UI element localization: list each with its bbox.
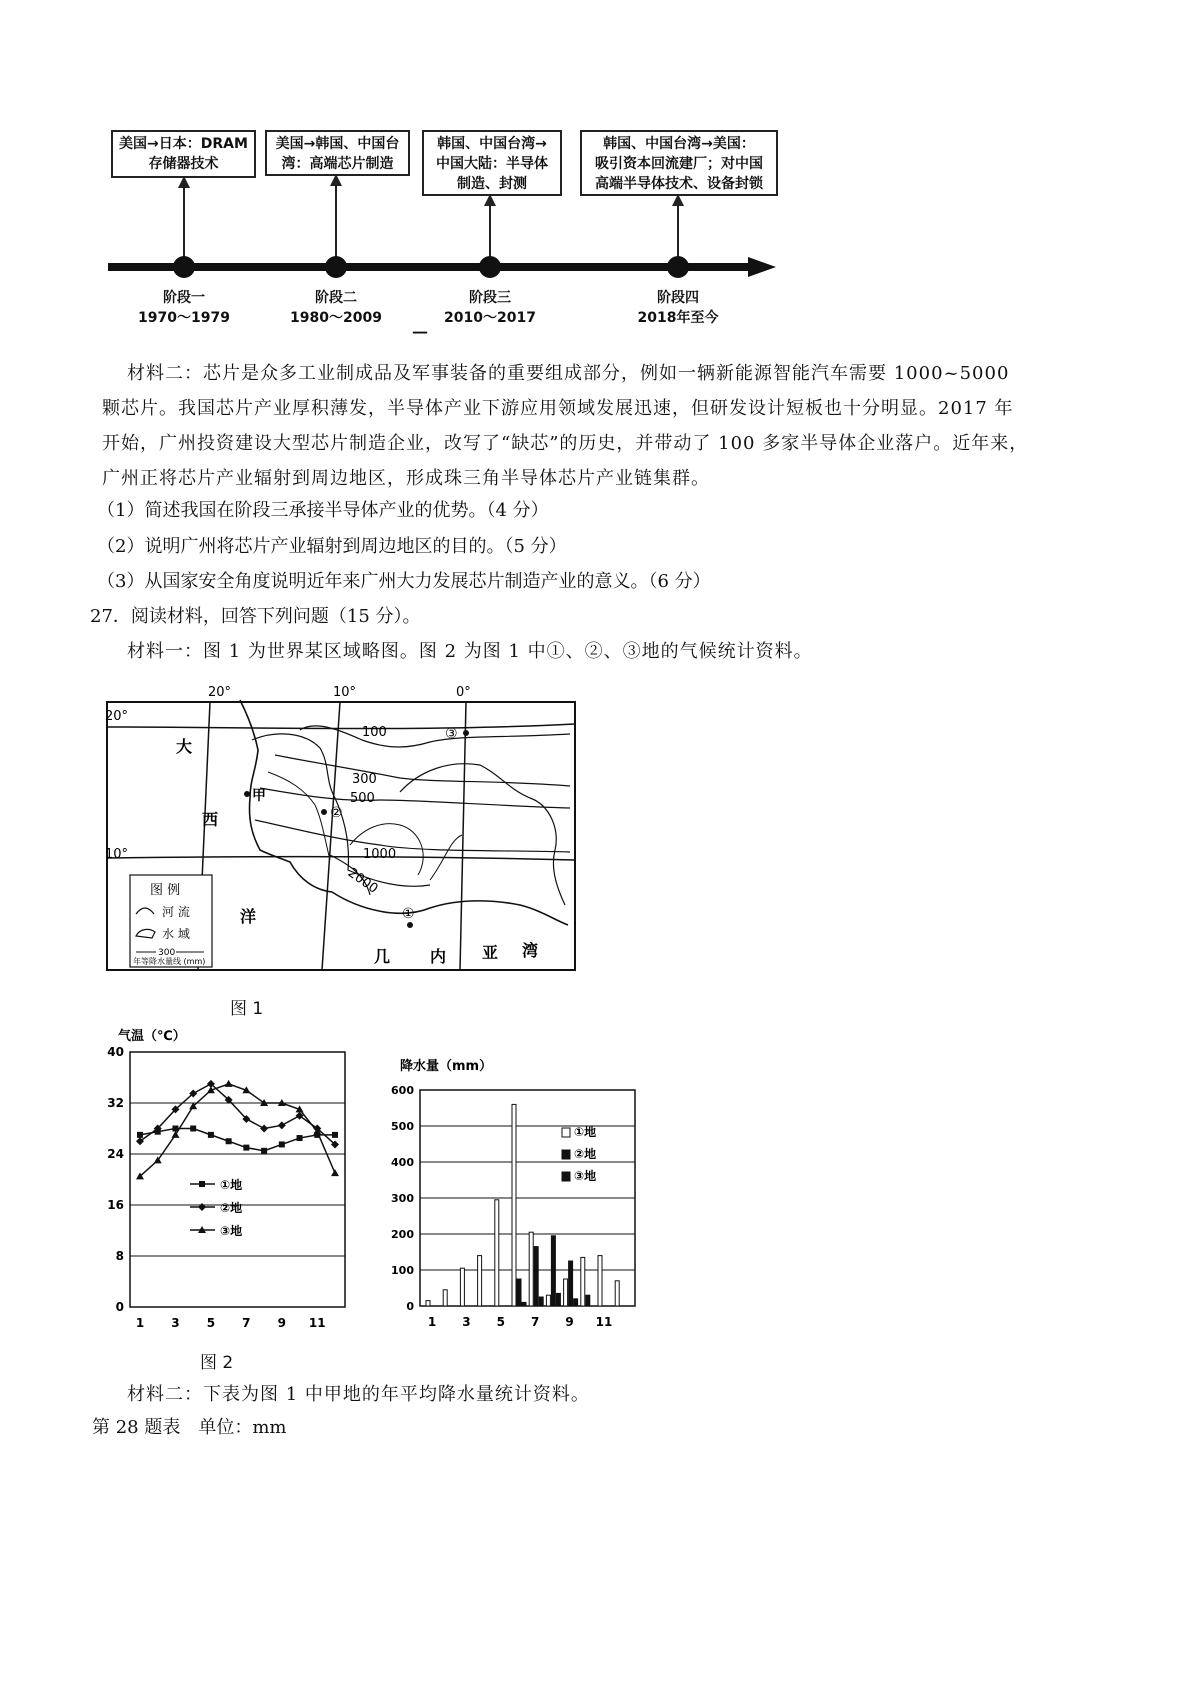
temp-x-tick-label: 9: [277, 1316, 286, 1330]
rain-legend-swatch: [562, 1172, 570, 1181]
rain-bar: [615, 1281, 619, 1306]
timeline-box-2: 美国→韩国、中国台 湾：高端芯片制造: [265, 130, 410, 176]
ocean-char-1: 大: [176, 737, 193, 756]
rain-y-tick-label: 300: [391, 1192, 414, 1205]
rain-bar: [534, 1247, 538, 1306]
rain-bar: [529, 1232, 533, 1306]
gulf-char-4: 湾: [522, 941, 539, 960]
rain-bar: [478, 1256, 482, 1306]
timeline-box-4: 韩国、中国台湾→美国： 吸引资本回流建厂；对中国 高端半导体技术、设备封锁: [580, 130, 778, 196]
rain-legend-swatch: [562, 1150, 570, 1159]
lon-label-20: 20°: [208, 685, 232, 700]
gulf-char-2: 内: [430, 947, 447, 966]
rain-x-tick-label: 3: [462, 1315, 471, 1329]
gulf-char-3: 亚: [482, 943, 499, 962]
gulf-char-1: 几: [374, 947, 391, 966]
temp-point: [279, 1141, 285, 1147]
rain-y-tick-label: 200: [391, 1228, 414, 1241]
rain-x-tick-label: 5: [496, 1315, 505, 1329]
place-1: ①: [402, 906, 415, 922]
figure-1-caption: 图 1: [230, 999, 264, 1019]
question-3: （3）从国家安全角度说明近年来广州大力发展芯片制造产业的意义。（6 分）: [97, 571, 711, 592]
temp-series-1: [137, 1126, 338, 1154]
rain-y-tick-label: 400: [391, 1156, 414, 1169]
temp-x-tick-label: 5: [206, 1316, 216, 1330]
temp-y-tick-label: 24: [107, 1147, 124, 1161]
place-3: ③: [445, 726, 458, 742]
legend-river: 河 流: [162, 905, 190, 919]
isohyet-500: 500: [350, 791, 375, 806]
rain-bar: [495, 1200, 499, 1306]
temp-x-tick-label: 1: [135, 1316, 145, 1330]
precipitation-chart: [370, 1050, 650, 1350]
lon-label-0: 0°: [456, 685, 471, 700]
timeline-axis: [100, 170, 800, 290]
q27-material-one: 材料一：图 1 为世界某区域略图。图 2 为图 1 中①、②、③地的气候统计资料。: [127, 641, 813, 662]
timeline-node-1: [173, 256, 195, 278]
temp-point: [297, 1135, 303, 1141]
rain-bar: [569, 1261, 573, 1306]
lat-label-10: 10°: [105, 847, 129, 862]
temp-legend-label: ②地: [220, 1201, 243, 1215]
temp-x-tick-label: 7: [242, 1316, 251, 1330]
lon-label-10: 10°: [333, 685, 357, 700]
rain-bar: [556, 1293, 560, 1306]
rain-bar: [564, 1279, 568, 1306]
figure-2-caption: 图 2: [200, 1353, 234, 1373]
temp-point: [261, 1148, 267, 1154]
rain-y-tick-label: 100: [391, 1264, 414, 1277]
temp-point: [260, 1125, 268, 1133]
temp-point: [226, 1138, 232, 1144]
timeline-box-3: 韩国、中国台湾→ 中国大陆：半导体 制造、封测: [422, 130, 562, 196]
temp-x-tick-label: 3: [171, 1316, 180, 1330]
temp-point: [171, 1131, 179, 1138]
ocean-char-2: 西: [202, 810, 219, 829]
stray-dash: —: [412, 322, 428, 341]
ocean-char-3: 洋: [240, 907, 257, 926]
timeline-box-1: 美国→日本：DRAM 存储器技术: [111, 130, 256, 178]
temp-y-tick-label: 0: [115, 1300, 124, 1314]
isohyet-100: 100: [362, 725, 387, 740]
temp-series-2: [136, 1080, 339, 1149]
rain-bar: [460, 1268, 464, 1306]
rain-legend-swatch: [562, 1128, 570, 1137]
temp-series-line: [140, 1129, 335, 1151]
question-27-title: 27．阅读材料，回答下列问题（15 分）。: [90, 606, 421, 627]
map-legend: [130, 875, 212, 967]
rain-y-tick-label: 0: [406, 1300, 414, 1313]
timeline-node-4: [667, 256, 689, 278]
rain-y-tick-label: 500: [391, 1120, 414, 1133]
rain-legend-label: ②地: [574, 1147, 597, 1161]
temp-point: [331, 1169, 339, 1176]
rain-bar: [426, 1301, 430, 1306]
place-2: ②: [330, 805, 343, 821]
rain-bar: [598, 1256, 602, 1306]
rain-y-axis-label: 降水量（mm）: [400, 1059, 493, 1074]
table-caption: 第 28 题表 单位：mm: [92, 1417, 287, 1438]
temp-y-axis-label: 气温（℃）: [118, 1029, 186, 1044]
rain-bar: [539, 1297, 543, 1306]
temp-point: [225, 1080, 233, 1087]
rain-bar: [574, 1299, 578, 1306]
question-1: （1）简述我国在阶段三承接半导体产业的优势。（4 分）: [97, 500, 549, 521]
stage-1: 阶段一 1970～1979: [138, 290, 230, 326]
rain-x-tick-label: 9: [565, 1315, 574, 1329]
temp-series-line: [140, 1084, 335, 1145]
stage-4: 阶段四 2018年至今: [637, 290, 719, 326]
rain-bar: [546, 1295, 550, 1306]
timeline-node-3: [479, 256, 501, 278]
temp-point: [278, 1121, 286, 1129]
rain-bar: [581, 1257, 585, 1306]
temp-point: [243, 1145, 249, 1151]
rain-bar: [517, 1279, 521, 1306]
rain-y-tick-label: 600: [391, 1084, 414, 1097]
rain-x-tick-label: 11: [595, 1315, 613, 1329]
legend-title: 图 例: [150, 883, 181, 898]
temp-legend-marker: [198, 1203, 206, 1211]
isohyet-2000: 2000: [344, 865, 381, 897]
temp-y-tick-label: 40: [107, 1045, 124, 1059]
legend-sample-300: 300: [158, 948, 176, 958]
temp-y-tick-label: 16: [107, 1198, 124, 1212]
isohyet-300: 300: [352, 772, 377, 787]
rain-bar: [551, 1236, 555, 1306]
rain-bar: [522, 1302, 526, 1306]
timeline-node-2: [325, 256, 347, 278]
temp-point: [332, 1132, 338, 1138]
stage-2: 阶段二 1980～2009: [290, 290, 382, 326]
rain-bar: [512, 1104, 516, 1306]
q27-material-two: 材料二：下表为图 1 中甲地的年平均降水量统计资料。: [127, 1384, 590, 1405]
isohyet-1000: 1000: [363, 847, 397, 862]
rain-x-tick-label: 1: [427, 1315, 437, 1329]
temp-point: [190, 1126, 196, 1132]
lat-label-20: 20°: [105, 709, 129, 724]
material-two-paragraph: 材料二：芯片是众多工业制成品及军事装备的重要组成部分，例如一辆新能源智能汽车需要 1000~5000 颗芯片。我国芯片产业厚积薄发，半导体产业下游应用领域发展迅速，但研发设计短板也十分明显。2017 年 开始，广州投资建设大型芯片制造企业，改写了“缺芯”的历史，并带动了 100 多家半导体企业落户。近年来， 广州正将芯片产业辐射到周边地区，形成珠三角半导体芯片产业链集群。: [102, 363, 1029, 489]
legend-isohyet: 年等降水量线 (mm): [133, 957, 206, 966]
region-map: [100, 680, 590, 980]
place-jia: 甲: [252, 788, 266, 804]
temp-point: [208, 1132, 214, 1138]
rain-bar: [443, 1290, 447, 1306]
temp-legend-marker: [199, 1181, 205, 1187]
temp-legend-label: ③地: [220, 1224, 243, 1238]
rain-bar: [586, 1295, 590, 1306]
rain-legend-label: ①地: [574, 1125, 597, 1139]
temperature-chart: [90, 1022, 370, 1342]
temp-y-tick-label: 8: [115, 1249, 124, 1263]
temp-legend-label: ①地: [220, 1178, 243, 1192]
rain-legend-label: ③地: [574, 1169, 597, 1183]
rain-series-2: [517, 1236, 590, 1306]
temp-x-tick-label: 11: [308, 1316, 326, 1330]
rain-x-tick-label: 7: [531, 1315, 540, 1329]
stage-3: 阶段三 2010～2017: [444, 290, 536, 326]
legend-water: 水 域: [162, 927, 190, 941]
temp-y-tick-label: 32: [107, 1096, 124, 1110]
question-2: （2）说明广州将芯片产业辐射到周边地区的目的。（5 分）: [97, 536, 567, 557]
temp-point: [137, 1132, 143, 1138]
